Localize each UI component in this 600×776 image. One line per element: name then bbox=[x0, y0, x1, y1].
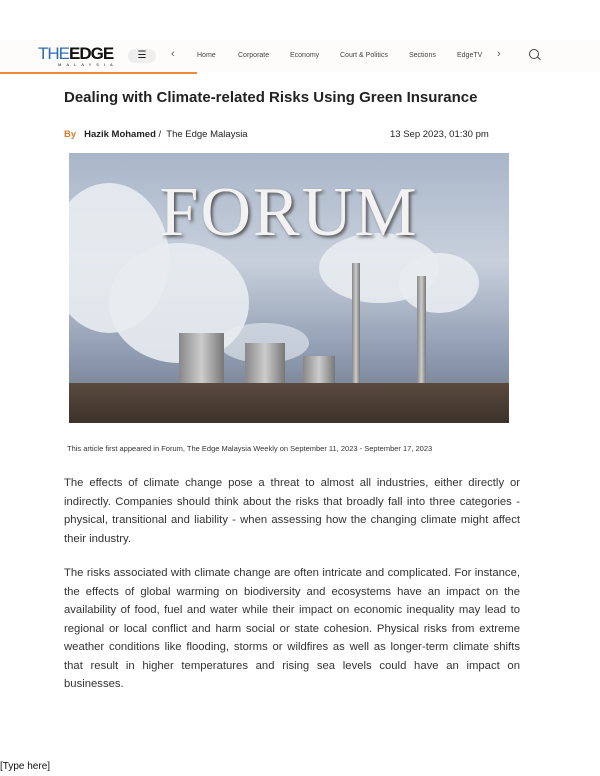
nav-item-economy[interactable]: Economy bbox=[290, 52, 320, 59]
search-icon[interactable] bbox=[529, 49, 539, 59]
chevron-right-icon[interactable]: › bbox=[497, 48, 501, 60]
menu-button[interactable] bbox=[128, 49, 156, 63]
nav-item-court-politics[interactable]: Court & Politics bbox=[340, 52, 388, 59]
nav-progress-line bbox=[0, 72, 197, 74]
article-paragraph: The risks associated with climate change are often intricate and complicated. For instance, the effects of global warming on biodiversity and ecosystems have an impact on the availability of food, fuel and water while their impact on economic inequality may lead to regional or local conflict and harm social or state cohesion. Physical risks from extreme weather conditions like flooding, storms or wildfires as well as longer-term climate shifts that result in higher temperatures and rising sea levels could have an impact on businesses. bbox=[64, 567, 520, 690]
byline bbox=[64, 129, 248, 140]
publish-date: 13 Sep 2023, 01:30 pm bbox=[390, 129, 489, 140]
byline-separator: / bbox=[158, 129, 162, 140]
footer-placeholder: [Type here] bbox=[0, 761, 51, 772]
nav-item-corporate[interactable]: Corporate bbox=[238, 52, 270, 59]
article-paragraph: The effects of climate change pose a threat to almost all industries, either directly or indirectly. Companies should think about the risks that broadly fall into three categories - physical, transitional and liability - when assessing how the changing climate might affect their industry. bbox=[64, 477, 520, 545]
forum-title-overlay: FORUM bbox=[159, 174, 419, 251]
nav-item-home[interactable]: Home bbox=[197, 52, 216, 59]
site-logo[interactable]: THEEDGE MALAYSIA bbox=[38, 44, 118, 67]
nav-item-sections[interactable]: Sections bbox=[409, 52, 436, 59]
author-link[interactable]: Hazik Mohamed bbox=[84, 129, 156, 140]
chevron-left-icon[interactable]: ‹ bbox=[171, 48, 175, 60]
hamburger-icon: ☰ bbox=[137, 50, 147, 61]
by-label: By bbox=[64, 129, 77, 140]
hero-image bbox=[69, 153, 509, 423]
image-caption: This article first appeared in Forum, The Edge Malaysia Weekly on September 11, 2023 - September 17, 2023 bbox=[67, 444, 433, 453]
nav-item-edgetv[interactable]: EdgeTV bbox=[457, 52, 483, 59]
publication: The Edge Malaysia bbox=[166, 129, 248, 140]
article-title: Dealing with Climate-related Risks Using Green Insurance bbox=[64, 89, 478, 106]
